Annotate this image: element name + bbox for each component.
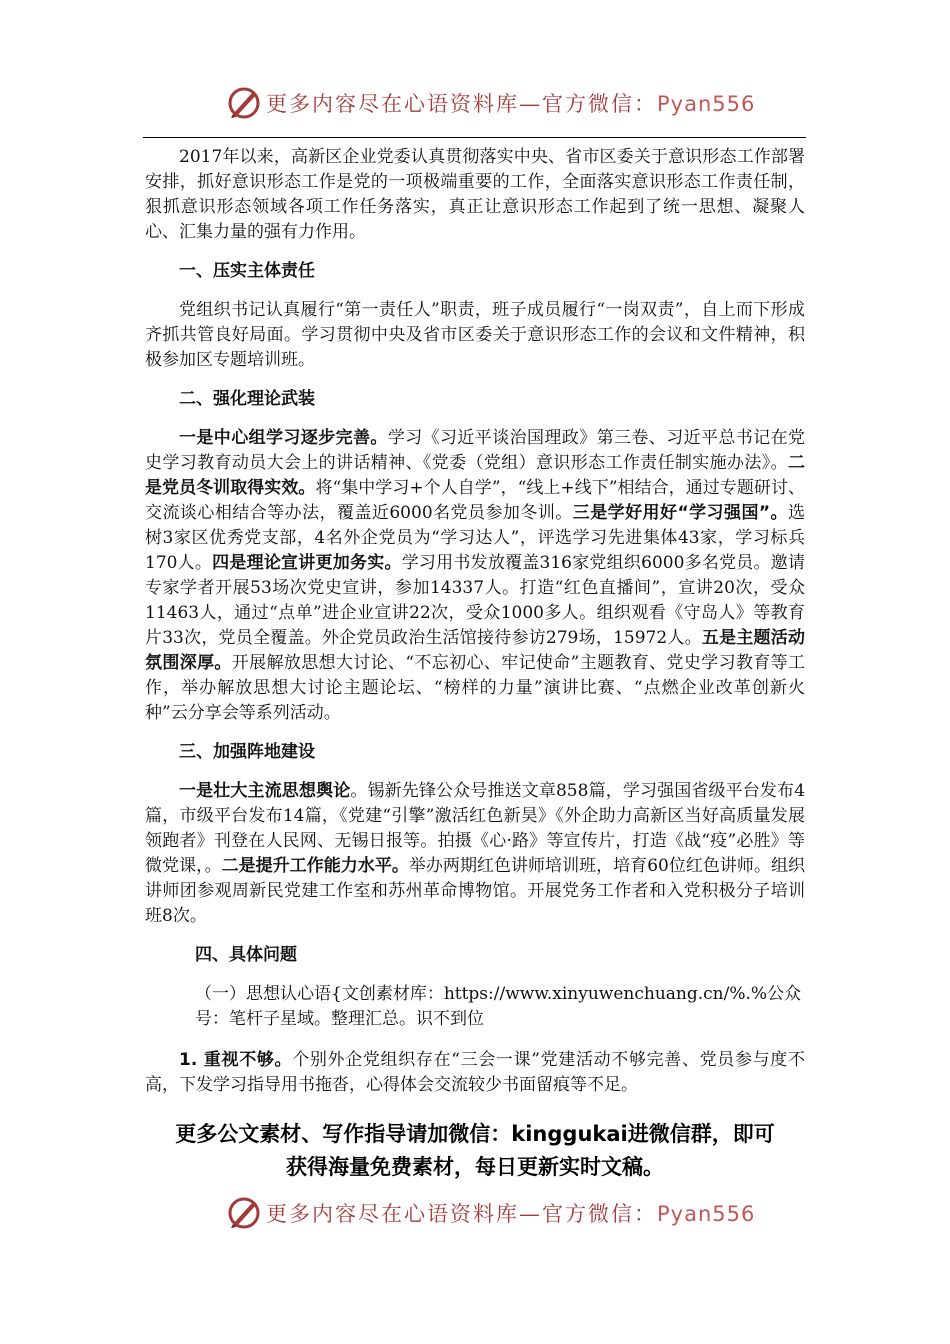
section-2-text-1: 学习《习近平谈治国理政》第三卷、习近平总书记在党史学习教育动员大会上的讲话精神、《党委（党组）意识形态工作责任制实施办法》。: [145, 428, 806, 473]
watermark-wechat: Pyan556: [657, 1202, 756, 1226]
pen-logo-icon: [225, 84, 263, 122]
section-2-text-3: 选树3家区优秀党支部，4名外企党员为“学习达人”，评选学习先进集体43家，学习标兵170人。: [145, 503, 805, 573]
section-2-text-4: 学习用书发放覆盖316家党组织6000多名党员。邀请专家学者开展53场次党史宣讲，参加14337人。打造“红色直播间”，宣讲20次，受众11463人，通过“点单”进企业宣讲22次，受众1000多人。组织观看《守岛人》等教育片33次，党员全覆盖。外企党员政治生活馆接待参访279场，15972人。: [145, 553, 806, 648]
section-1-paragraph: 党组织书记认真履行“第一责任人”职责，班子成员履行“一岗双责”，自上而下形成齐抓共管良好局面。学习贯彻中央及省市区委关于意识形态工作的会议和文件精神，积极参加区专题培训班。: [145, 300, 805, 370]
watermark-wechat: Pyan556: [657, 92, 756, 116]
promo-line-1: 更多公文素材、写作指导请加微信：kinggukai进微信群，即可: [175, 1122, 775, 1146]
section-2-text-2: 将“集中学习+个人自学”，“线上+线下”相结合，通过专题研讨、交流谈心相结合等办法，覆盖近6000名党员参加冬训。: [145, 478, 805, 523]
section-4-subheading: （一）思想认心语{文创素材库：https://www.xinyuwenchuang.cn/%.%公众号：笔杆子星域。整理汇总。识不到位: [195, 984, 802, 1029]
header-rule: [143, 137, 806, 138]
section-3-paragraph: [145, 779, 805, 929]
section-2-lead-1: 一是中心组学习逐步完善。: [179, 428, 388, 448]
promo-banner: [120, 1118, 830, 1184]
section-2-heading: 二、强化理论武装: [179, 389, 315, 409]
section-3-text-1: 。锡新先锋公众号推送文章858篇，学习强国省级平台发布4篇，市级平台发布14篇，《党建“引擎”激活红色新昊》《外企助力高新区当好高质量发展领跑者》刊登在人民网、无锡日报等。拍摄《心·路》等宣传片，打造《战“疫”必胜》等微党课，。: [145, 781, 806, 876]
section-1-heading: 一、压实主体责任: [179, 261, 315, 281]
section-3-lead-2: 二是提升工作能力水平。: [221, 856, 409, 876]
promo-line-2: 获得海量免费素材，每日更新实时文稿。: [286, 1155, 664, 1179]
header-watermark: [0, 80, 950, 130]
watermark-text: 更多内容尽在心语资料库—官方微信：Pyan556: [266, 1202, 756, 1226]
section-2-paragraph: [145, 426, 805, 726]
pen-logo-icon: [225, 1194, 263, 1232]
section-4-text-1: 个别外企党组织存在“三会一课”党建活动不够完善、党员参与度不高，下发学习指导用书拖沓，心得体会交流较少书面留痕等不足。: [145, 1050, 805, 1095]
watermark-text: 更多内容尽在心语资料库—官方微信：Pyan556: [266, 92, 756, 116]
section-3-heading: 三、加强阵地建设: [179, 742, 315, 762]
footer-watermark: [0, 1190, 950, 1240]
section-4-heading: 四、具体问题: [195, 945, 297, 965]
section-2-text-5: 开展解放思想大讨论、“不忘初心、牢记使命”主题教育、党史学习教育等工作，举办解放思想大讨论主题论坛、“榜样的力量”演讲比赛、“点燃企业改革创新火种”云分享会等系列活动。: [145, 653, 805, 723]
section-2-lead-4: 四是理论宣讲更加务实。: [212, 553, 402, 573]
section-3-lead-1: 一是壮大主流思想舆论: [179, 781, 351, 801]
section-4-lead-1: 1. 重视不够。: [179, 1050, 293, 1070]
section-2-lead-5: 五是主题活动氛围深厚。: [145, 628, 805, 673]
intro-paragraph: 2017年以来，高新区企业党委认真贯彻落实中央、省市区委关于意识形态工作部署安排，抓好意识形态工作是党的一项极端重要的工作，全面落实意识形态工作责任制，狠抓意识形态领域各项工作任务落实，真正让意识形态工作起到了统一思想、凝聚人心、汇集力量的强有力作用。: [145, 147, 805, 242]
section-4-paragraph: [145, 1048, 805, 1098]
section-2-lead-3: 三是学好用好“学习强国”。: [572, 503, 788, 523]
document-body: [145, 145, 805, 1098]
section-2-lead-2: 二是党员冬训取得实效。: [145, 453, 805, 498]
section-3-text-2: 举办两期红色讲师培训班，培育60位红色讲师。组织讲师团参观周新民党建工作室和苏州革命博物馆。开展党务工作者和入党积极分子培训班8次。: [145, 856, 806, 926]
